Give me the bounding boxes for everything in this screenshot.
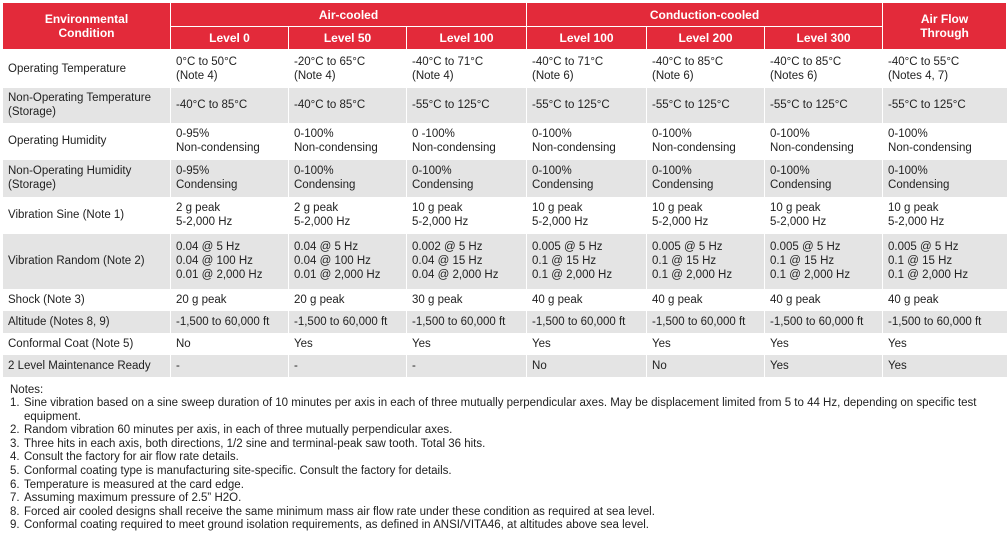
table-cell: 0-100% Condensing [647,160,765,197]
table-cell: - [171,355,289,377]
table-cell: -55°C to 125°C [883,88,1007,123]
header-level: Level 200 [647,27,765,50]
table-cell: Yes [883,333,1007,355]
table-cell: -40°C to 85°C [289,88,407,123]
table-cell: 0-100% Condensing [883,160,1007,197]
header-level: Level 100 [407,27,527,50]
row-label: Operating Temperature [3,50,171,88]
table-cell: - [289,355,407,377]
table-cell: Yes [647,333,765,355]
note-number: 8. [10,505,20,518]
note-text: Sine vibration based on a sine sweep duration of 10 minutes per axis in each of three mutually perpendicular axes. May be displacement limited from 5 to 44 Hz, depending on specific test equipment. [24,397,977,423]
table-cell: 0°C to 50°C (Note 4) [171,50,289,88]
note-number: 9. [10,519,20,532]
table-cell: 0-95% Condensing [171,160,289,197]
table-cell: No [171,333,289,355]
table-cell: -20°C to 65°C (Note 4) [289,50,407,88]
note-item [10,424,1000,438]
note-text: Assuming maximum pressure of 2.5” H2O. [24,492,242,505]
table-row [3,197,1007,234]
table-cell: -40°C to 71°C (Note 6) [527,50,647,88]
note-item [10,438,1000,452]
table-cell: -1,500 to 60,000 ft [883,311,1007,333]
header-environmental-condition: Environmental Condition [3,3,171,50]
table-cell: 0-100% Non-condensing [289,123,407,160]
header-air-cooled: Air-cooled [171,3,527,27]
header-level: Level 0 [171,27,289,50]
table-cell: 10 g peak 5-2,000 Hz [407,197,527,234]
row-label: Operating Humidity [3,123,171,160]
row-label: Conformal Coat (Note 5) [3,333,171,355]
table-cell: -55°C to 125°C [407,88,527,123]
note-number: 5. [10,465,20,478]
table-cell: 2 g peak 5-2,000 Hz [171,197,289,234]
note-text: Consult the factory for air flow rate details. [24,451,239,464]
row-label: Vibration Random (Note 2) [3,234,171,289]
table-cell: 0.005 @ 5 Hz 0.1 @ 15 Hz 0.1 @ 2,000 Hz [883,234,1007,289]
table-cell: -40°C to 85°C (Note 6) [647,50,765,88]
note-text: Temperature is measured at the card edge. [24,478,244,491]
note-number: 4. [10,451,20,464]
table-row [3,234,1007,289]
table-cell: 0-100% Condensing [407,160,527,197]
note-item [10,492,1000,506]
table-cell: 0-100% Condensing [289,160,407,197]
table-cell: 10 g peak 5-2,000 Hz [647,197,765,234]
table-cell: - [407,355,527,377]
table-cell: 0.04 @ 5 Hz 0.04 @ 100 Hz 0.01 @ 2,000 Hz [171,234,289,289]
table-cell: -1,500 to 60,000 ft [407,311,527,333]
table-cell: 10 g peak 5-2,000 Hz [527,197,647,234]
row-label: Non-Operating Temperature (Storage) [3,88,171,123]
table-cell: -1,500 to 60,000 ft [765,311,883,333]
table-cell: -1,500 to 60,000 ft [647,311,765,333]
table-cell: 20 g peak [289,289,407,311]
table-cell: 0-95% Non-condensing [171,123,289,160]
table-cell: -40°C to 55°C (Notes 4, 7) [883,50,1007,88]
table-cell: -1,500 to 60,000 ft [171,311,289,333]
table-row [3,289,1007,311]
table-cell: Yes [883,355,1007,377]
table-cell: 0.005 @ 5 Hz 0.1 @ 15 Hz 0.1 @ 2,000 Hz [647,234,765,289]
table-cell: 0-100% Condensing [765,160,883,197]
table-cell: 0.005 @ 5 Hz 0.1 @ 15 Hz 0.1 @ 2,000 Hz [527,234,647,289]
table-row [3,355,1007,377]
table-cell: Yes [289,333,407,355]
table-cell: No [527,355,647,377]
notes-section [10,384,1000,534]
environmental-spec-table [2,2,1007,377]
table-cell: 0-100% Condensing [527,160,647,197]
note-text: Forced air cooled designs shall receive the same minimum mass air flow rate under these condition as required at sea level. [24,505,655,518]
table-cell: 40 g peak [527,289,647,311]
row-label: Altitude (Notes 8, 9) [3,311,171,333]
table-cell: 20 g peak [171,289,289,311]
table-row [3,160,1007,197]
note-number: 6. [10,478,20,491]
header-level: Level 100 [527,27,647,50]
table-cell: 40 g peak [647,289,765,311]
table-row [3,333,1007,355]
table-cell: -1,500 to 60,000 ft [527,311,647,333]
table-row [3,88,1007,123]
note-number: 1. [10,397,20,410]
row-label: Shock (Note 3) [3,289,171,311]
table-cell: -40°C to 85°C (Notes 6) [765,50,883,88]
table-body [3,50,1007,377]
table-cell: Yes [527,333,647,355]
row-label: Non-Operating Humidity (Storage) [3,160,171,197]
note-number: 7. [10,492,20,505]
table-cell: No [647,355,765,377]
table-cell: -1,500 to 60,000 ft [289,311,407,333]
table-row [3,311,1007,333]
header-conduction-cooled: Conduction-cooled [527,3,883,27]
note-item [10,506,1000,520]
header-air-flow-through: Air Flow Through [883,3,1007,50]
table-cell: 2 g peak 5-2,000 Hz [289,197,407,234]
table-cell: 0 -100% Non-condensing [407,123,527,160]
table-row [3,123,1007,160]
table-cell: -40°C to 85°C [171,88,289,123]
note-item [10,397,1000,424]
table-cell: 10 g peak 5-2,000 Hz [883,197,1007,234]
table-cell: 40 g peak [883,289,1007,311]
table-cell: Yes [765,355,883,377]
note-item [10,519,1000,533]
note-item [10,479,1000,493]
table-cell: Yes [407,333,527,355]
row-label: 2 Level Maintenance Ready [3,355,171,377]
table-cell: -55°C to 125°C [527,88,647,123]
table-cell: -40°C to 71°C (Note 4) [407,50,527,88]
table-cell: 0.005 @ 5 Hz 0.1 @ 15 Hz 0.1 @ 2,000 Hz [765,234,883,289]
table-cell: Yes [765,333,883,355]
note-item [10,451,1000,465]
note-text: Conformal coating required to meet ground isolation requirements, as defined in ANSI/VITA46, at altitudes above sea level. [24,519,649,532]
note-text: Random vibration 60 minutes per axis, in each of three mutually perpendicular axes. [24,424,453,437]
table-cell: 40 g peak [765,289,883,311]
table-row [3,50,1007,88]
header-level: Level 300 [765,27,883,50]
header-level: Level 50 [289,27,407,50]
note-text: Conformal coating type is manufacturing site-specific. Consult the factory for details. [24,465,452,478]
row-label: Vibration Sine (Note 1) [3,197,171,234]
table-cell: 10 g peak 5-2,000 Hz [765,197,883,234]
table-cell: 30 g peak [407,289,527,311]
table-cell: -55°C to 125°C [765,88,883,123]
notes-list [10,397,1000,533]
table-cell: 0.002 @ 5 Hz 0.04 @ 15 Hz 0.04 @ 2,000 Hz [407,234,527,289]
note-text: Three hits in each axis, both directions, 1/2 sine and terminal-peak saw tooth. Total 36 hits. [24,437,486,450]
note-number: 2. [10,424,20,437]
note-number: 3. [10,437,20,450]
table-cell: 0.04 @ 5 Hz 0.04 @ 100 Hz 0.01 @ 2,000 Hz [289,234,407,289]
note-item [10,465,1000,479]
table-cell: 0-100% Non-condensing [765,123,883,160]
table-cell: -55°C to 125°C [647,88,765,123]
table-cell: 0-100% Non-condensing [527,123,647,160]
table-cell: 0-100% Non-condensing [883,123,1007,160]
table-cell: 0-100% Non-condensing [647,123,765,160]
notes-title: Notes: [10,383,44,396]
